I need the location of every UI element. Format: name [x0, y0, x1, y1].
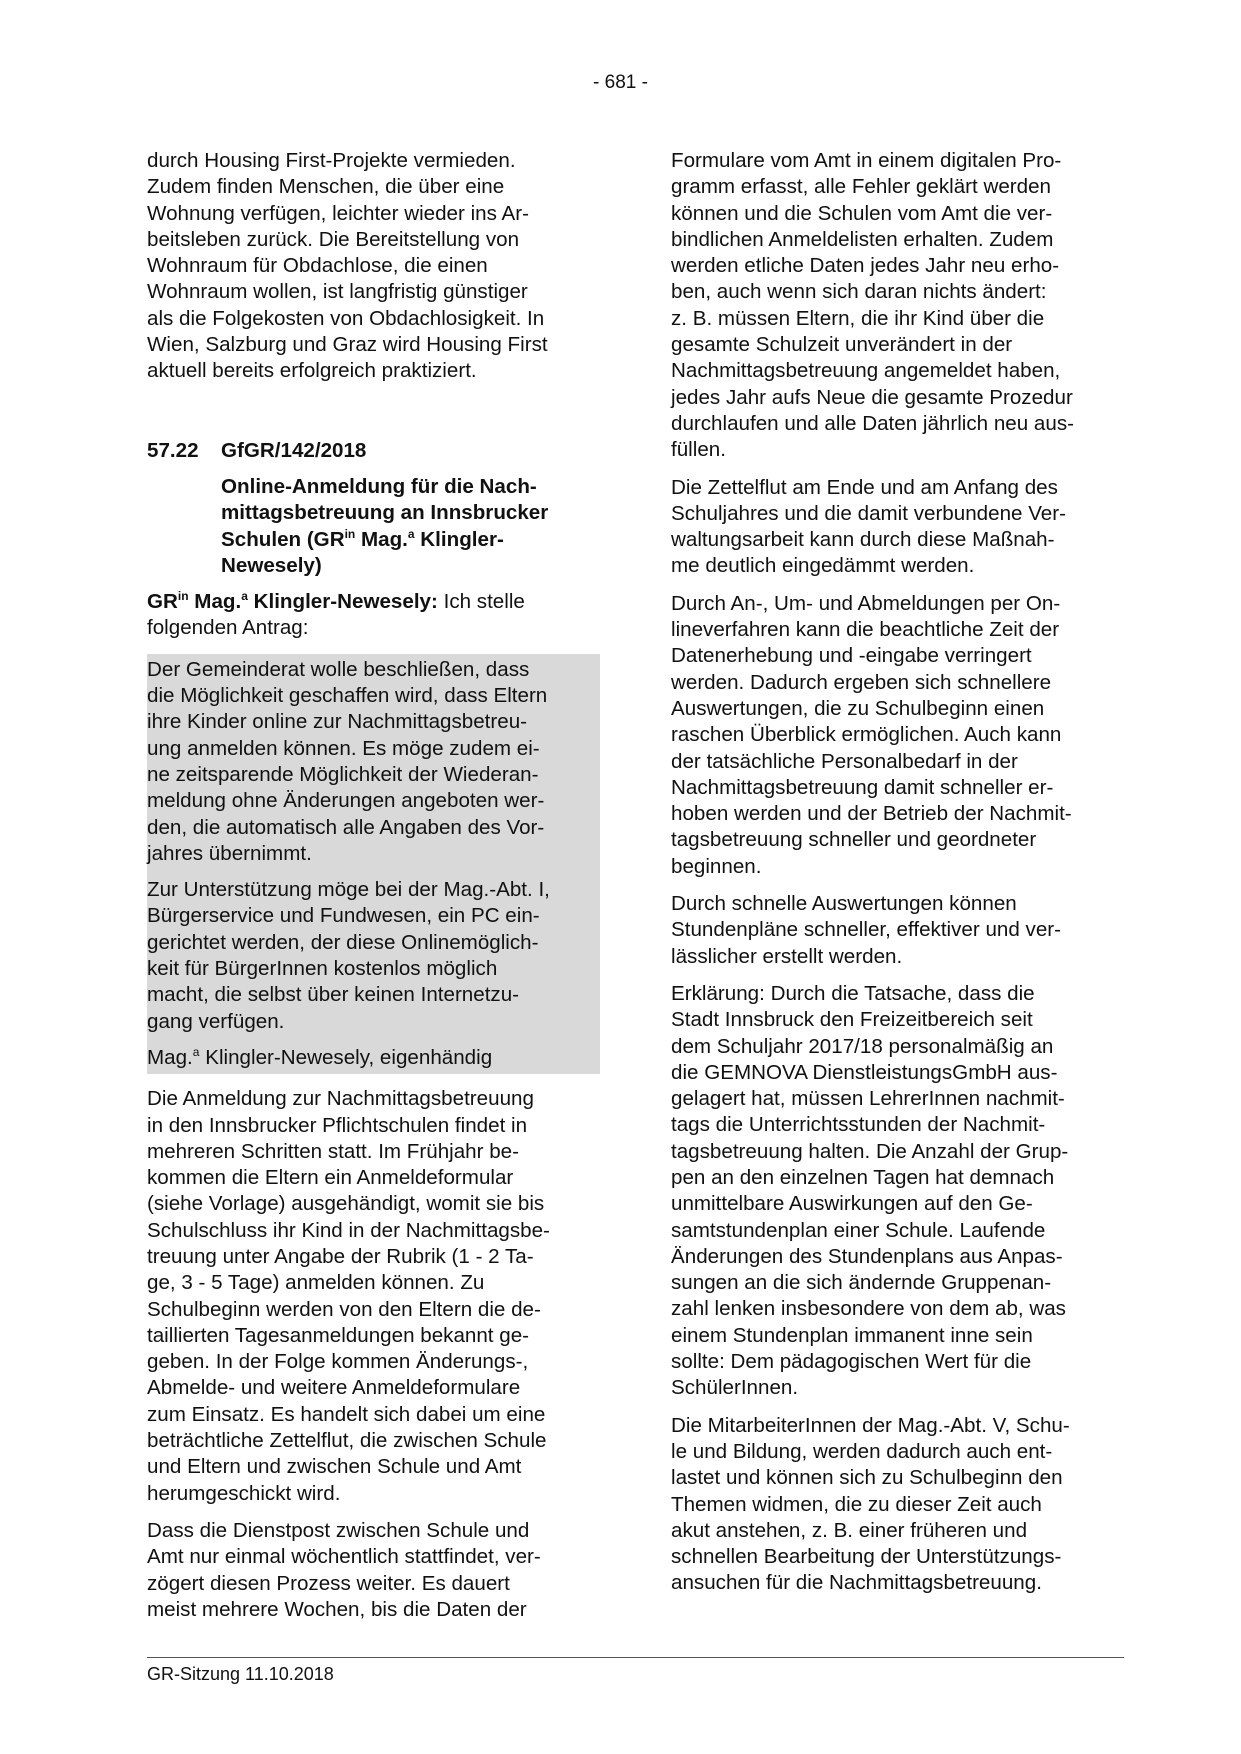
agenda-item-heading	[147, 438, 600, 464]
subject-superscript-2: a	[407, 526, 415, 541]
speaker-name: Klingler-Newesely:	[247, 590, 438, 614]
speaker-statement: Ich stelle folgenden Antrag:	[147, 590, 525, 640]
intro-paragraph: durch Housing First-Projekte vermieden. Zudem finden Menschen, die über eine Wohnung verfügen, leichter wieder ins Ar- beitsleben zurück. Die Bereitstellung von Wohnraum für Obdachlose, die einen Wohnraum wollen, ist langfristig günstiger als die Folgekosten von Obdachlosigkeit. In Wien, Salzburg und Graz wird Housing First aktuell bereits erfolgreich praktiziert.	[147, 149, 548, 383]
body-paragraph: Die Anmeldung zur Nachmittagsbetreuung in den Innsbrucker Pflichtschulen findet in mehreren Schritten statt. Im Frühjahr be- kommen die Eltern ein Anmeldeformular (siehe Vorlage) ausgehändigt, womit sie bis Schulschluss ihr Kind in der Nachmittagsbe- treuung unter Angabe der Rubrik (1 - 2 Ta- ge, 3 - 5 Tage) anmelden können. Zu Schulbeginn werden von den Eltern die de- taillierten Tagesanmeldungen bekannt ge- geben. In der Folge kommen Änderungs-, Abmelde- und weitere Anmeldeformulare zum Einsatz. Es handelt sich dabei um eine beträchtliche Zettelflut, die zwischen Schule und Eltern und zwischen Schule und Amt herumgeschickt wird.	[147, 1087, 550, 1505]
page-number: - 681 -	[593, 72, 648, 93]
speaker-prefix: GR	[147, 590, 178, 614]
motion-paragraph: Der Gemeinderat wolle beschließen, dass die Möglichkeit geschaffen wird, dass Eltern ihre Kinder online zur Nachmittagsbetreu- ung anmelden können. Es möge zudem ei- ne zeitsparende Möglichkeit der Wiederan- meldung ohne Änderungen angeboten wer- den, die automatisch alle Angaben des Vor- jahres übernimmt.	[147, 657, 548, 865]
signature-superscript: a	[192, 1045, 200, 1060]
subject-superscript-1: in	[344, 526, 356, 541]
motion-signature	[147, 1045, 600, 1071]
speaker-title: Mag.	[188, 590, 242, 614]
signature-text: Klingler-Newesely, eigenhändig	[199, 1045, 493, 1069]
body-paragraph: Die MitarbeiterInnen der Mag.-Abt. V, Schu- le und Bildung, werden dadurch auch ent- lastet und können sich zu Schulbeginn den Themen widmen, die zu dieser Zeit auch akut anstehen, z. B. einer früheren und schnellen Bearbeitung der Unterstützungs- ansuchen für die Nachmittagsbetreuung.	[671, 1413, 1070, 1595]
subject-text-3: Klingler- Newesely)	[221, 527, 504, 577]
signature-prefix: Mag.	[147, 1045, 193, 1069]
speaker-superscript-2: a	[241, 589, 248, 604]
body-paragraph: Durch An-, Um- und Abmeldungen per On- lineverfahren kann die beachtliche Zeit der Datenerhebung und -eingabe verringert werden. Dadurch ergeben sich schnellere Auswertungen, die zu Schulbeginn einen raschen Überblick ermöglichen. Auch kann der tatsächliche Personalbedarf in der Nachmittagsbetreuung damit schneller er- hoben werden und der Betrieb der Nachmit- tagsbetreuung schneller und geordneter beginnen.	[671, 591, 1072, 878]
body-paragraph: Durch schnelle Auswertungen können Stundenpläne schneller, effektiver und ver- lässlicher erstellt werden.	[671, 892, 1062, 968]
agenda-item-subject	[221, 474, 600, 579]
speaker-superscript-1: in	[177, 589, 189, 604]
agenda-item-number: 57.22	[147, 438, 199, 462]
agenda-item-reference: GfGR/142/2018	[221, 438, 367, 462]
footer-session-date: GR-Sitzung 11.10.2018	[147, 1664, 334, 1684]
motion-box	[147, 654, 600, 1074]
body-paragraph: Formulare vom Amt in einem digitalen Pro- gramm erfasst, alle Fehler geklärt werden können und die Schulen vom Amt die ver- bindlichen Anmeldelisten erhalten. Zudem werden etliche Daten jedes Jahr neu erho- ben, auch wenn sich daran nichts ändert: z. B. müssen Eltern, die ihr Kind über die gesamte Schulzeit unverändert in der Nachmittagsbetreuung angemeldet haben, jedes Jahr aufs Neue die gesamte Prozedur durchlaufen und alle Daten jährlich neu aus- füllen.	[671, 149, 1074, 462]
speaker-label	[147, 590, 438, 613]
subject-text-1: Online-Anmeldung für die Nach- mittagsbetreuung an Innsbrucker Schulen (GR	[221, 474, 549, 551]
motion-paragraph: Zur Unterstützung möge bei der Mag.-Abt. I, Bürgerservice und Fundwesen, ein PC ein- gerichtet werden, der diese Onlinemöglich- keit für BürgerInnen kostenlos möglich macht, die selbst über keinen Internetzu- gang verfügen.	[147, 878, 550, 1033]
body-paragraph: Die Zettelflut am Ende und am Anfang des Schuljahres und die damit verbundene Ver- waltungsarbeit kann durch diese Maßnah- me deutlich eingedämmt werden.	[671, 475, 1066, 578]
speaker-paragraph	[147, 589, 600, 642]
footer-divider	[147, 1657, 1124, 1658]
body-paragraph: Dass die Dienstpost zwischen Schule und Amt nur einmal wöchentlich stattfindet, ver- zögert diesen Prozess weiter. Es dauert meist mehrere Wochen, bis die Daten der	[147, 1518, 541, 1621]
right-column	[671, 148, 1133, 1608]
left-column	[147, 148, 600, 1634]
body-paragraph: Erklärung: Durch die Tatsache, dass die Stadt Innsbruck den Freizeitbereich seit dem Schuljahr 2017/18 personalmäßig an die GEMNOVA DienstleistungsGmbH aus- gelagert hat, müssen LehrerInnen nachmit- tags die Unterrichtsstunden der Nachmit- tagsbetreuung halten. Die Anzahl der Grup- pen an den einzelnen Tagen hat demnach unmittelbare Auswirkungen auf den Ge- samtstundenplan einer Schule. Laufende Änderungen des Stundenplans aus Anpas- sungen an die sich ändernde Gruppenan- zahl lenken insbesondere von dem ab, was einem Stundenplan immanent inne sein sollte: Dem pädagogischen Wert für die SchülerInnen.	[671, 981, 1069, 1400]
subject-text-2: Mag.	[355, 527, 408, 551]
